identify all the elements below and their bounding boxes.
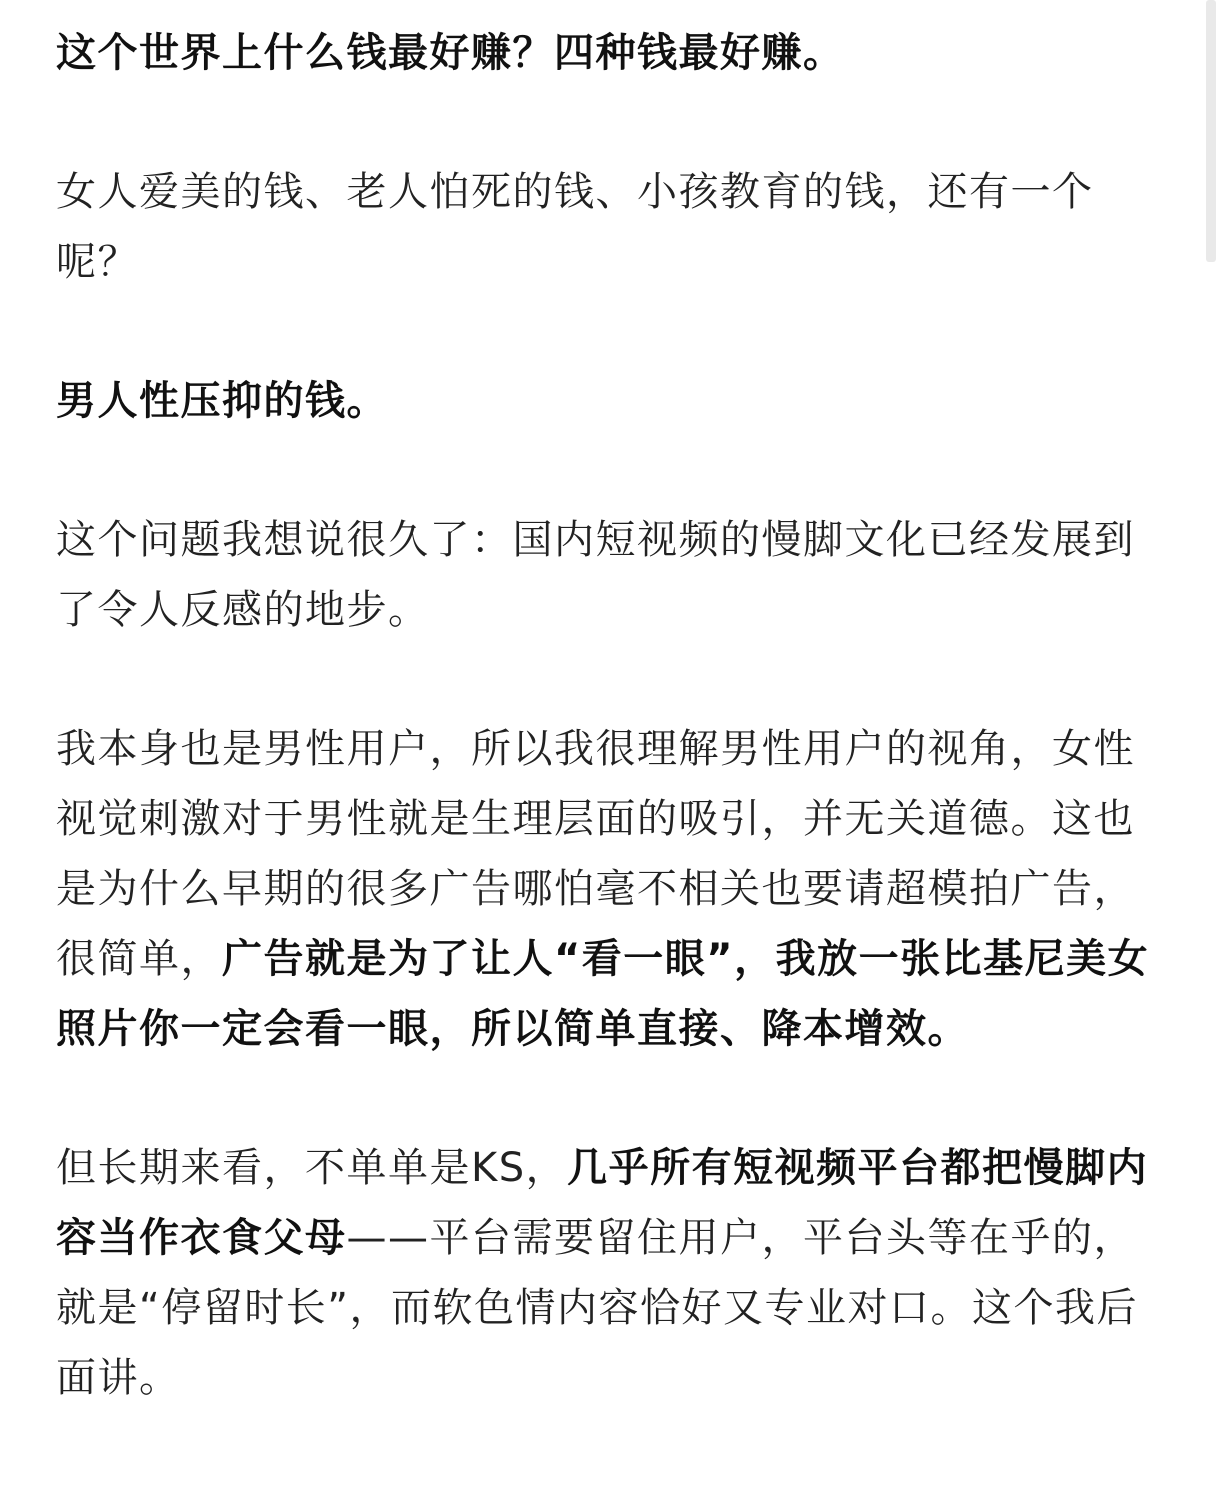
paragraph-male-perspective xyxy=(56,714,1166,1064)
paragraph-platforms-emphasis: 几乎所有短视频平台都把慢脚内容当作衣食父母 xyxy=(56,1145,1149,1261)
article-body xyxy=(56,18,1166,1413)
article-heading: 这个世界上什么钱最好赚？四种钱最好赚。 xyxy=(56,30,845,76)
paragraph-platforms-intro: 但长期来看，不单单是KS， xyxy=(56,1145,568,1191)
paragraph-male-perspective-emphasis: 广告就是为了让人“看一眼”，我放一张比基尼美女照片你一定会看一眼，所以简单直接、降本增效。 xyxy=(56,936,1150,1052)
paragraph-male-perspective-text: 我本身也是男性用户，所以我很理解男性用户的视角，女性视觉刺激对于男性就是生理层面的吸引，并无关道德。这也是为什么早期的很多广告哪怕毫不相关也要请超模拍广告，很简单， xyxy=(56,726,1135,982)
scrollbar[interactable] xyxy=(1206,0,1216,262)
paragraph-platforms-rest: ——平台需要留住用户，平台头等在乎的，就是“停留时长”，而软色情内容恰好又专业对口。这个我后面讲。 xyxy=(56,1215,1138,1401)
paragraph-platforms xyxy=(56,1133,1166,1413)
paragraph-answer: 男人性压抑的钱。 xyxy=(56,378,388,424)
paragraph-four-kinds-money: 女人爱美的钱、老人怕死的钱、小孩教育的钱，还有一个呢？ xyxy=(56,169,1094,285)
paragraph-problem-statement: 这个问题我想说很久了：国内短视频的慢脚文化已经发展到了令人反感的地步。 xyxy=(56,517,1135,633)
